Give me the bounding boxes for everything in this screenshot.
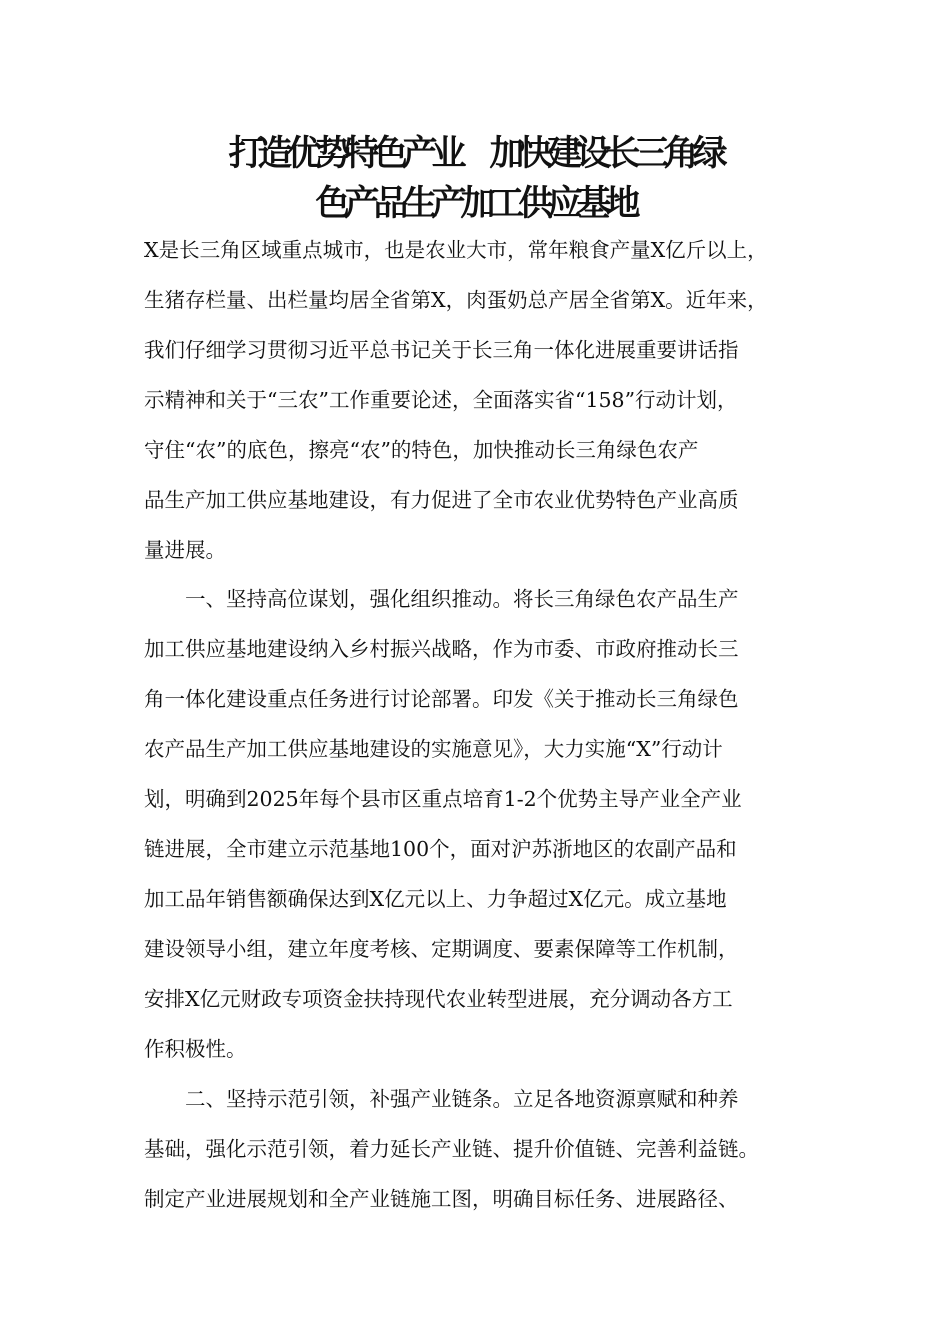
document-title-line-1: 打造优势特色产业 加快建设长三角绿 — [228, 134, 722, 174]
body-line: 生猪存栏量、出栏量均居全省第X，肉蛋奶总产居全省第X。近年来， — [144, 288, 768, 312]
body-line: 建设领导小组，建立年度考核、定期调度、要素保障等工作机制， — [144, 937, 739, 961]
body-line: 我们仔细学习贯彻习近平总书记关于长三角一体化进展重要讲话指 — [144, 338, 739, 362]
body-line: 加工品年销售额确保达到X亿元以上、力争超过X亿元。成立基地 — [144, 887, 727, 911]
body-line: 加工供应基地建设纳入乡村振兴战略，作为市委、市政府推动长三 — [144, 637, 739, 661]
body-line: 角一体化建设重点任务进行讨论部署。印发《关于推动长三角绿色 — [144, 687, 739, 711]
body-line: 制定产业进展规划和全产业链施工图，明确目标任务、进展路径、 — [144, 1187, 739, 1211]
body-line: 示精神和关于“三农”工作重要论述，全面落实省“158”行动计划， — [144, 388, 738, 412]
body-line: 一、坚持高位谋划，强化组织推动。将长三角绿色农产品生产 — [144, 587, 739, 611]
body-line: 链进展，全市建立示范基地100个，面对沪苏浙地区的农副产品和 — [144, 837, 737, 861]
body-line: 安排X亿元财政专项资金扶持现代农业转型进展，充分调动各方工 — [144, 987, 733, 1011]
body-line: 作积极性。 — [144, 1037, 247, 1061]
body-line: 量进展。 — [144, 538, 226, 562]
body-line: 划，明确到2025年每个县市区重点培育1-2个优势主导产业全产业 — [144, 787, 742, 811]
body-line: X是长三角区域重点城市，也是农业大市，常年粮食产量X亿斤以上， — [144, 238, 768, 262]
body-line: 品生产加工供应基地建设，有力促进了全市农业优势特色产业高质 — [144, 488, 739, 512]
body-line: 守住“农”的底色，擦亮“农”的特色，加快推动长三角绿色农产 — [144, 438, 699, 462]
body-line: 农产品生产加工供应基地建设的实施意见》，大力实施“X”行动计 — [144, 737, 723, 761]
body-line: 基础，强化示范引领，着力延长产业链、提升价值链、完善利益链。 — [144, 1137, 759, 1161]
body-line: 二、坚持示范引领，补强产业链条。立足各地资源禀赋和种养 — [144, 1087, 739, 1111]
document-title-line-2: 色产品生产加工供应基地 — [315, 184, 635, 224]
